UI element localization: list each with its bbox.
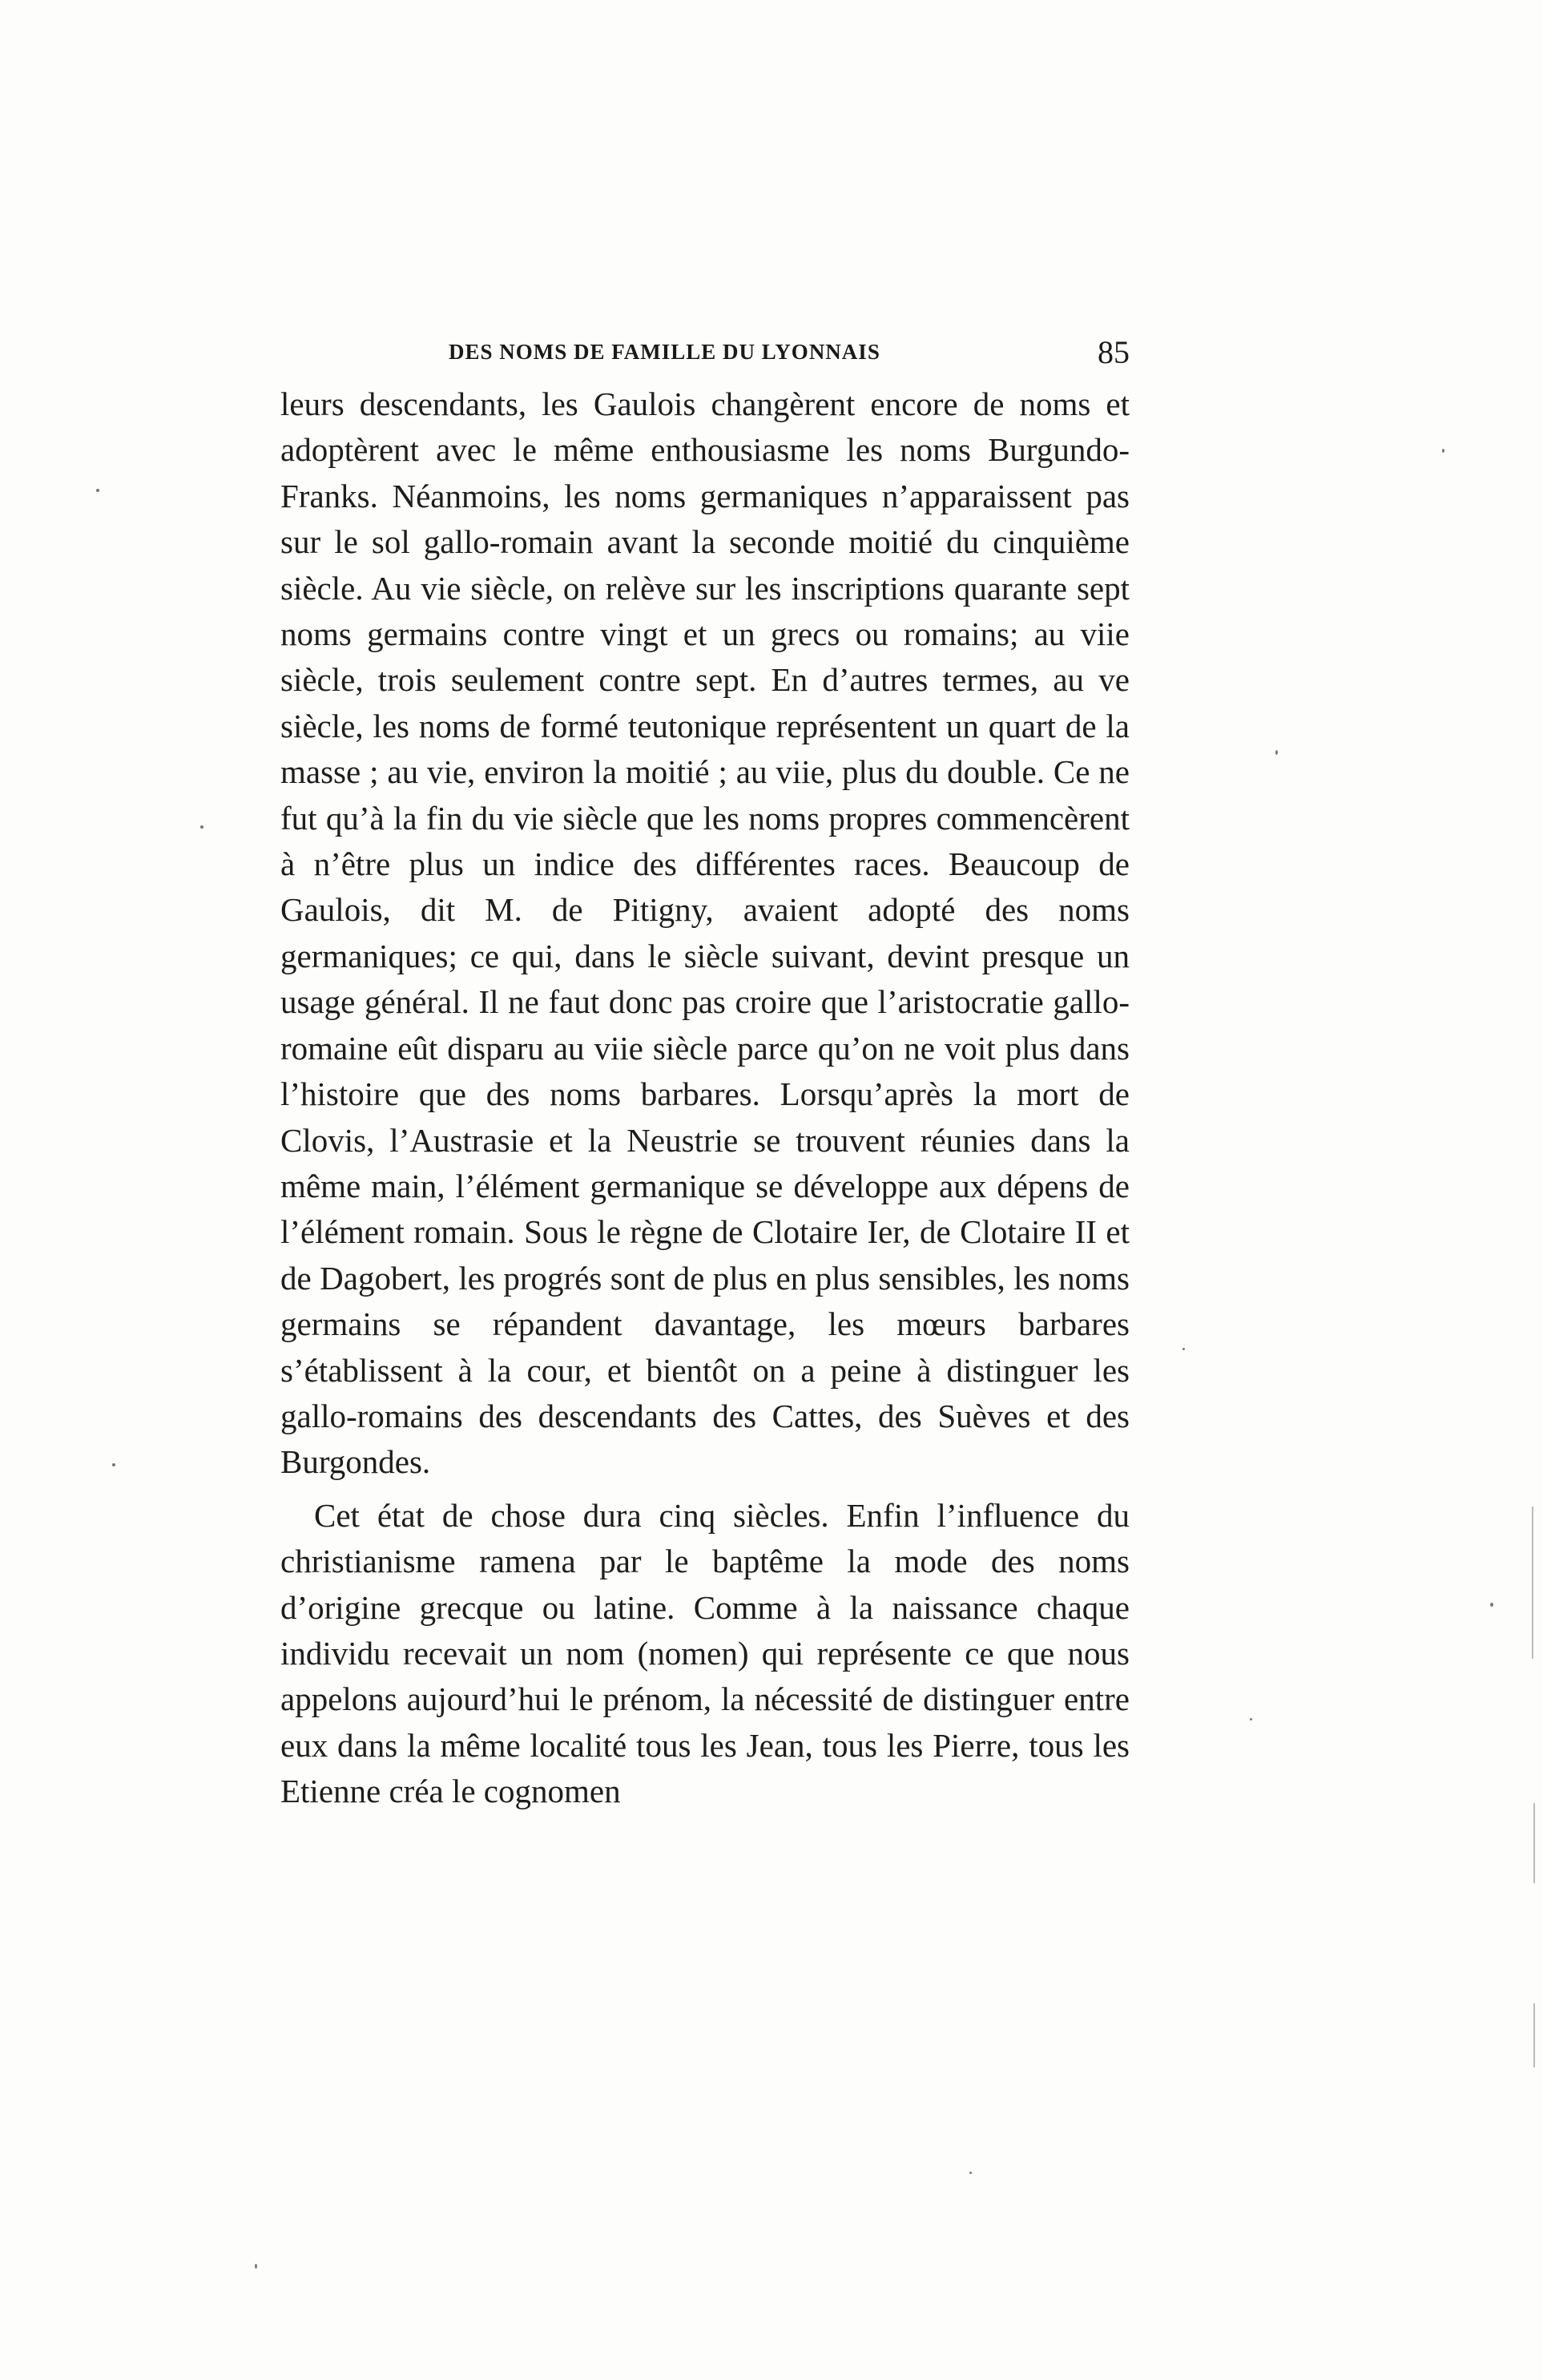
- scan-speck: [96, 489, 99, 492]
- paragraph-1: leurs descendants, les Gaulois changèrent encore de noms et adoptèrent avec le même enthousiasme les noms Burgundo-Franks. Néanmoins, les noms germaniques n’apparaissent pas sur le sol gallo-romain avant la seconde moitié du cinquième siècle. Au vie siècle, on relève sur les inscriptions quarante sept noms germains contre vingt et un grecs ou romains; au viie siècle, trois seulement contre sept. En d’autres termes, au ve siècle, les noms de formé teutonique représentent un quart de la masse ; au vie, environ la moitié ; au viie, plus du double. Ce ne fut qu’à la fin du vie siècle que les noms propres commencèrent à n’être plus un indice des différentes races. Beaucoup de Gaulois, dit M. de Pitigny, avaient adopté des noms germaniques; ce qui, dans le siècle suivant, devint presque un usage général. Il ne faut donc pas croire que l’aristocratie gallo-romaine eût disparu au viie siècle parce qu’on ne voit plus dans l’histoire que des noms barbares. Lorsqu’après la mort de Clovis, l’Austrasie et la Neustrie se trouvent réunies dans la même main, l’élément germanique se développe aux dépens de l’élément romain. Sous le règne de Clotaire Ier, de Clotaire II et de Dagobert, les progrés sont de plus en plus sensibles, les noms germains se répandent davantage, les mœurs barbares s’établissent à la cour, et bientôt on a peine à distinguer les gallo-romains des descendants des Cattes, des Suèves et des Burgondes.: [280, 385, 1130, 1481]
- scan-speck: [255, 2264, 257, 2269]
- scan-speck: [1182, 1348, 1185, 1350]
- scan-speck: [112, 1463, 115, 1466]
- scan-speck: [969, 2172, 972, 2174]
- scan-speck: [1442, 449, 1444, 453]
- scan-edge-line: [1533, 2003, 1535, 2067]
- scan-edge-line: [1533, 1803, 1535, 1883]
- page-number: 85: [1098, 334, 1130, 370]
- running-head: [280, 334, 1130, 377]
- scan-speck: [1275, 750, 1278, 755]
- running-title: DES NOMS DE FAMILLE DU LYONNAIS: [449, 340, 880, 364]
- scan-speck: [1250, 1718, 1252, 1720]
- scan-speck: [200, 825, 203, 829]
- scan-speck: [1490, 1603, 1493, 1607]
- scan-edge-line: [1532, 1507, 1533, 1659]
- body-text: [280, 381, 1130, 1815]
- paragraph-2: Cet état de chose dura cinq siècles. Enfin l’influence du christianisme ramena par le baptême la mode des noms d’origine grecque ou latine. Comme à la naissance chaque individu recevait un nom (nomen) qui représente ce que nous appelons aujourd’hui le prénom, la nécessité de distinguer entre eux dans la même localité tous les Jean, tous les Pierre, tous les Etienne créa le cognomen: [280, 1496, 1130, 1810]
